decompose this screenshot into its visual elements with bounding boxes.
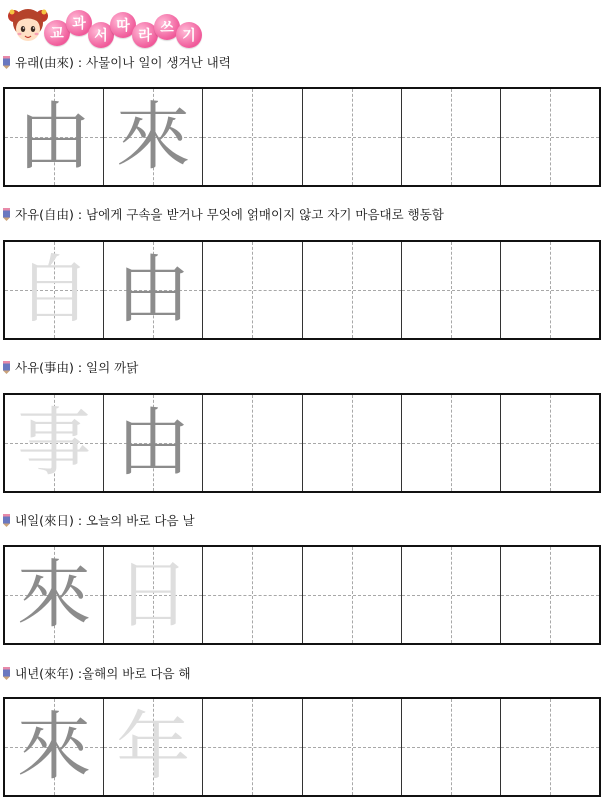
horizontal-guide-line	[203, 747, 301, 748]
horizontal-guide-line	[303, 747, 401, 748]
horizontal-guide-line	[303, 137, 401, 138]
pencil-icon	[3, 208, 10, 221]
hanja-character: 由	[116, 247, 191, 333]
tracing-cell	[5, 242, 104, 338]
section-title-text: 자유(自由) : 남에게 구속을 받거나 무엇에 얽매이지 않고 자기 마음대로 행동함	[15, 207, 444, 222]
horizontal-guide-line	[203, 443, 301, 444]
logo-letter: 쓰	[154, 14, 180, 40]
writing-cell[interactable]	[402, 89, 501, 185]
logo-letter: 과	[66, 10, 92, 36]
horizontal-guide-line	[501, 595, 599, 596]
writing-cell[interactable]	[303, 242, 402, 338]
hanja-character: 由	[116, 400, 191, 486]
logo-letter: 교	[44, 20, 70, 46]
writing-cell[interactable]	[203, 89, 302, 185]
tracing-cell	[104, 699, 203, 795]
hanja-character: 年	[116, 704, 191, 790]
section-title-text: 유래(由來) : 사물이나 일이 생겨난 내력	[15, 55, 231, 70]
horizontal-guide-line	[501, 290, 599, 291]
section-title	[3, 357, 138, 377]
worksheet-logo	[6, 4, 211, 44]
pencil-icon	[3, 56, 10, 69]
logo-letter: 기	[176, 22, 202, 48]
writing-cell[interactable]	[203, 699, 302, 795]
hanja-character: 來	[17, 704, 92, 790]
horizontal-guide-line	[402, 137, 500, 138]
logo-letter: 따	[110, 12, 136, 38]
writing-cell[interactable]	[303, 699, 402, 795]
writing-cell[interactable]	[501, 242, 599, 338]
horizontal-guide-line	[501, 137, 599, 138]
writing-grid-row	[3, 87, 601, 187]
section-title	[3, 663, 191, 683]
pencil-icon	[3, 667, 10, 680]
writing-cell[interactable]	[402, 547, 501, 643]
writing-cell[interactable]	[203, 395, 302, 491]
horizontal-guide-line	[303, 443, 401, 444]
writing-cell[interactable]	[303, 547, 402, 643]
writing-grid-row	[3, 697, 601, 797]
section-title-text: 내년(來年) :올해의 바로 다음 해	[15, 666, 191, 681]
hanja-character: 日	[116, 552, 191, 638]
hanja-character: 事	[17, 400, 92, 486]
pencil-icon	[3, 514, 10, 527]
hanja-character: 來	[116, 94, 191, 180]
section-title-text: 내일(來日) : 오늘의 바로 다음 날	[15, 513, 195, 528]
horizontal-guide-line	[203, 290, 301, 291]
tracing-cell	[104, 89, 203, 185]
writing-cell[interactable]	[501, 699, 599, 795]
horizontal-guide-line	[402, 595, 500, 596]
hanja-character: 自	[17, 247, 92, 333]
writing-cell[interactable]	[402, 699, 501, 795]
writing-cell[interactable]	[501, 547, 599, 643]
writing-cell[interactable]	[402, 395, 501, 491]
logo-letter: 라	[132, 22, 158, 48]
writing-cell[interactable]	[203, 547, 302, 643]
writing-cell[interactable]	[303, 89, 402, 185]
girl-face-icon	[8, 6, 48, 44]
writing-cell[interactable]	[303, 395, 402, 491]
writing-grid-row	[3, 393, 601, 493]
horizontal-guide-line	[203, 595, 301, 596]
section-title	[3, 510, 195, 530]
horizontal-guide-line	[303, 595, 401, 596]
writing-grid-row	[3, 240, 601, 340]
writing-cell[interactable]	[501, 89, 599, 185]
horizontal-guide-line	[501, 747, 599, 748]
writing-grid-row	[3, 545, 601, 645]
writing-cell[interactable]	[203, 242, 302, 338]
section-title-text: 사유(事由) : 일의 까닭	[15, 360, 139, 375]
tracing-cell	[5, 395, 104, 491]
section-title	[3, 52, 231, 72]
tracing-cell	[5, 89, 104, 185]
tracing-cell	[104, 242, 203, 338]
logo-letter: 서	[88, 22, 114, 48]
tracing-cell	[104, 547, 203, 643]
horizontal-guide-line	[303, 290, 401, 291]
horizontal-guide-line	[402, 443, 500, 444]
horizontal-guide-line	[402, 290, 500, 291]
horizontal-guide-line	[203, 137, 301, 138]
section-title	[3, 204, 444, 224]
pencil-icon	[3, 361, 10, 374]
writing-cell[interactable]	[402, 242, 501, 338]
tracing-cell	[104, 395, 203, 491]
horizontal-guide-line	[402, 747, 500, 748]
tracing-cell	[5, 699, 104, 795]
tracing-cell	[5, 547, 104, 643]
horizontal-guide-line	[501, 443, 599, 444]
hanja-character: 由	[17, 94, 92, 180]
hanja-character: 來	[17, 552, 92, 638]
writing-cell[interactable]	[501, 395, 599, 491]
